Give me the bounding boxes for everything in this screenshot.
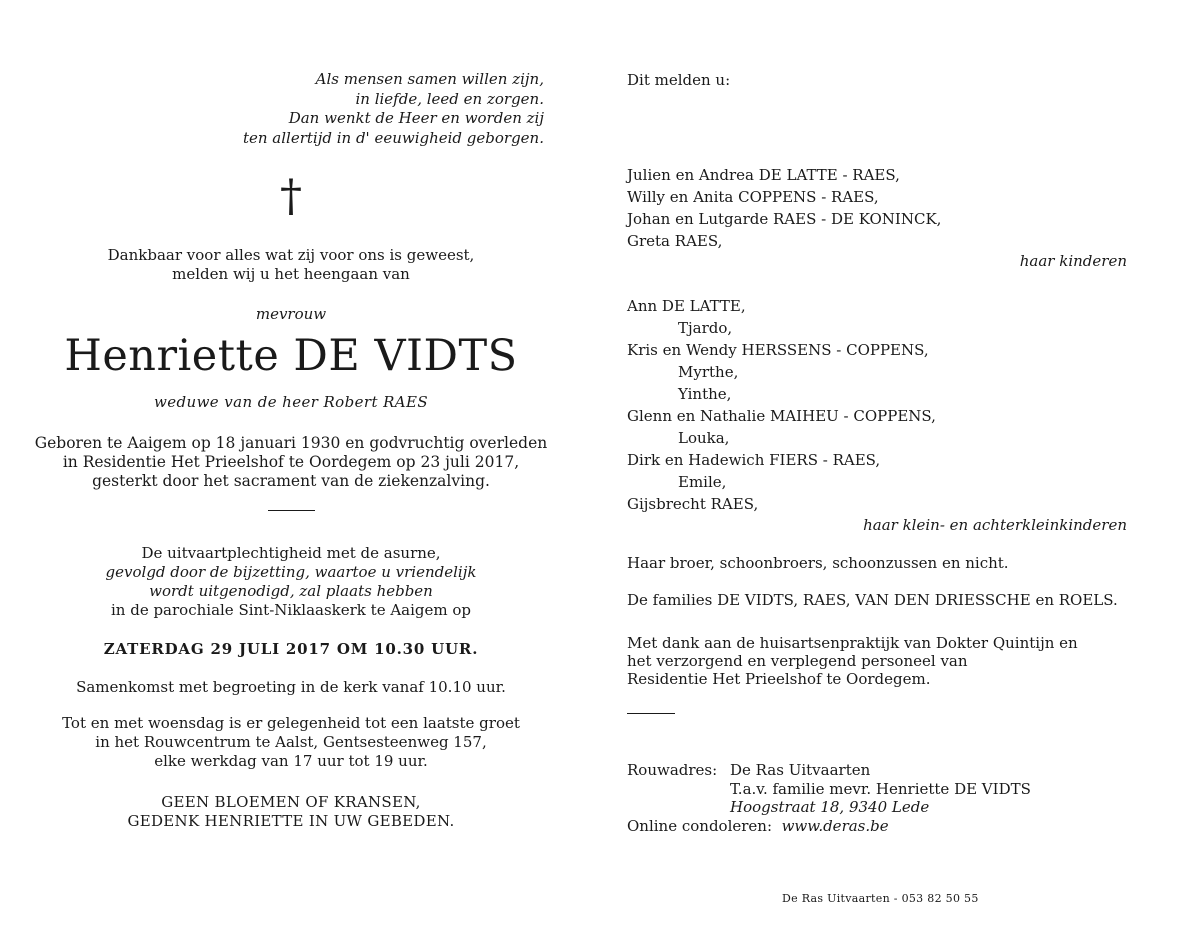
list-item: Yinthe, <box>678 385 732 403</box>
thanks-text: Met dank aan de huisartsenpraktijk van Dokter Quintijn en het verzorgend en verplegend personeel van Residentie Het Prieelshof te Oordegem. <box>627 634 1078 688</box>
children-list <box>627 164 941 252</box>
list-item: Louka, <box>678 429 730 447</box>
list-item: Glenn en Nathalie MAIHEU - COPPENS, <box>627 407 936 425</box>
closing-text: GEEN BLOEMEN OF KRANSEN, GEDENK HENRIETTE IN UW GEBEDEN. <box>127 793 455 830</box>
honorific: mevrouw <box>255 305 327 323</box>
list-item: Ann DE LATTE, <box>627 297 746 315</box>
deceased-name: Henriette DE VIDTS <box>64 331 518 381</box>
address-line: De Ras Uitvaarten <box>730 761 871 779</box>
ceremony-date: ZATERDAG 29 JULI 2017 OM 10.30 UUR. <box>103 640 479 658</box>
children-label: haar kinderen <box>1019 252 1127 270</box>
poem-line: ten allertijd in d' eeuwigheid geborgen. <box>242 128 544 147</box>
list-item: Dirk en Hadewich FIERS - RAES, <box>627 451 881 469</box>
divider <box>268 510 315 511</box>
cross-icon: † <box>280 171 302 222</box>
address-block <box>627 761 1031 835</box>
poem-line: in liefde, leed en zorgen. <box>355 89 544 108</box>
address-line: Hoogstraat 18, 9340 Lede <box>730 798 930 816</box>
widow-of: weduwe van de heer Robert RAES <box>153 393 429 411</box>
divider <box>627 713 675 714</box>
address-line: T.a.v. familie mevr. Henriette DE VIDTS <box>730 779 1031 798</box>
footer-text: De Ras Uitvaarten - 053 82 50 55 <box>782 892 979 905</box>
list-item: Emile, <box>678 473 727 491</box>
birth-death-text: Geboren te Aaigem op 18 januari 1930 en godvruchtig overleden in Residentie Het Prieelshof te Oordegem op 23 juli 2017, gesterkt door het sacrament van de ziekenzalving. <box>34 434 548 490</box>
address-label: Rouwadres: <box>627 761 718 779</box>
poem-line: Dan wenkt de Heer en worden zij <box>288 109 544 127</box>
announce-text: Dit melden u: <box>627 71 731 89</box>
online-label: Online condoleren: <box>627 816 773 835</box>
list-item: Julien en Andrea DE LATTE - RAES, <box>627 166 900 184</box>
grandchildren-list <box>627 295 936 515</box>
intro-text: Dankbaar voor alles wat zij voor ons is geweest, melden wij u het heengaan van <box>107 246 475 283</box>
list-item: Greta RAES, <box>627 232 723 250</box>
list-item: Kris en Wendy HERSSENS - COPPENS, <box>627 341 929 359</box>
siblings-text: Haar broer, schoonbroers, schoonzussen en nicht. <box>627 554 1009 572</box>
families-text: De families DE VIDTS, RAES, VAN DEN DRIESSCHE en ROELS. <box>627 591 1118 609</box>
list-item: Tjardo, <box>678 319 733 337</box>
list-item: Gijsbrecht RAES, <box>627 495 759 513</box>
list-item: Myrthe, <box>678 363 739 381</box>
poem-line: Als mensen samen willen zijn, <box>315 70 544 88</box>
list-item: Johan en Lutgarde RAES - DE KONINCK, <box>627 210 942 228</box>
farewell-text: Tot en met woensdag is er gelegenheid tot een laatste groet in het Rouwcentrum te Aalst, Gentsesteenweg 157, elke werkdag van 17 uur tot 19 uur. <box>62 714 520 770</box>
list-item: Willy en Anita COPPENS - RAES, <box>627 188 879 206</box>
grandchildren-label: haar klein- en achterkleinkinderen <box>863 516 1127 534</box>
ceremony-text: De uitvaartplechtigheid met de asurne, gevolgd door de bijzetting, waartoe u vriendelijk wordt uitgenodigd, zal plaats hebben in de parochiale Sint-Niklaaskerk te Aaigem op <box>105 544 477 619</box>
poem <box>243 70 544 148</box>
online-url: www.deras.be <box>781 816 889 835</box>
gathering-text: Samenkomst met begroeting in de kerk vanaf 10.10 uur. <box>76 678 506 696</box>
